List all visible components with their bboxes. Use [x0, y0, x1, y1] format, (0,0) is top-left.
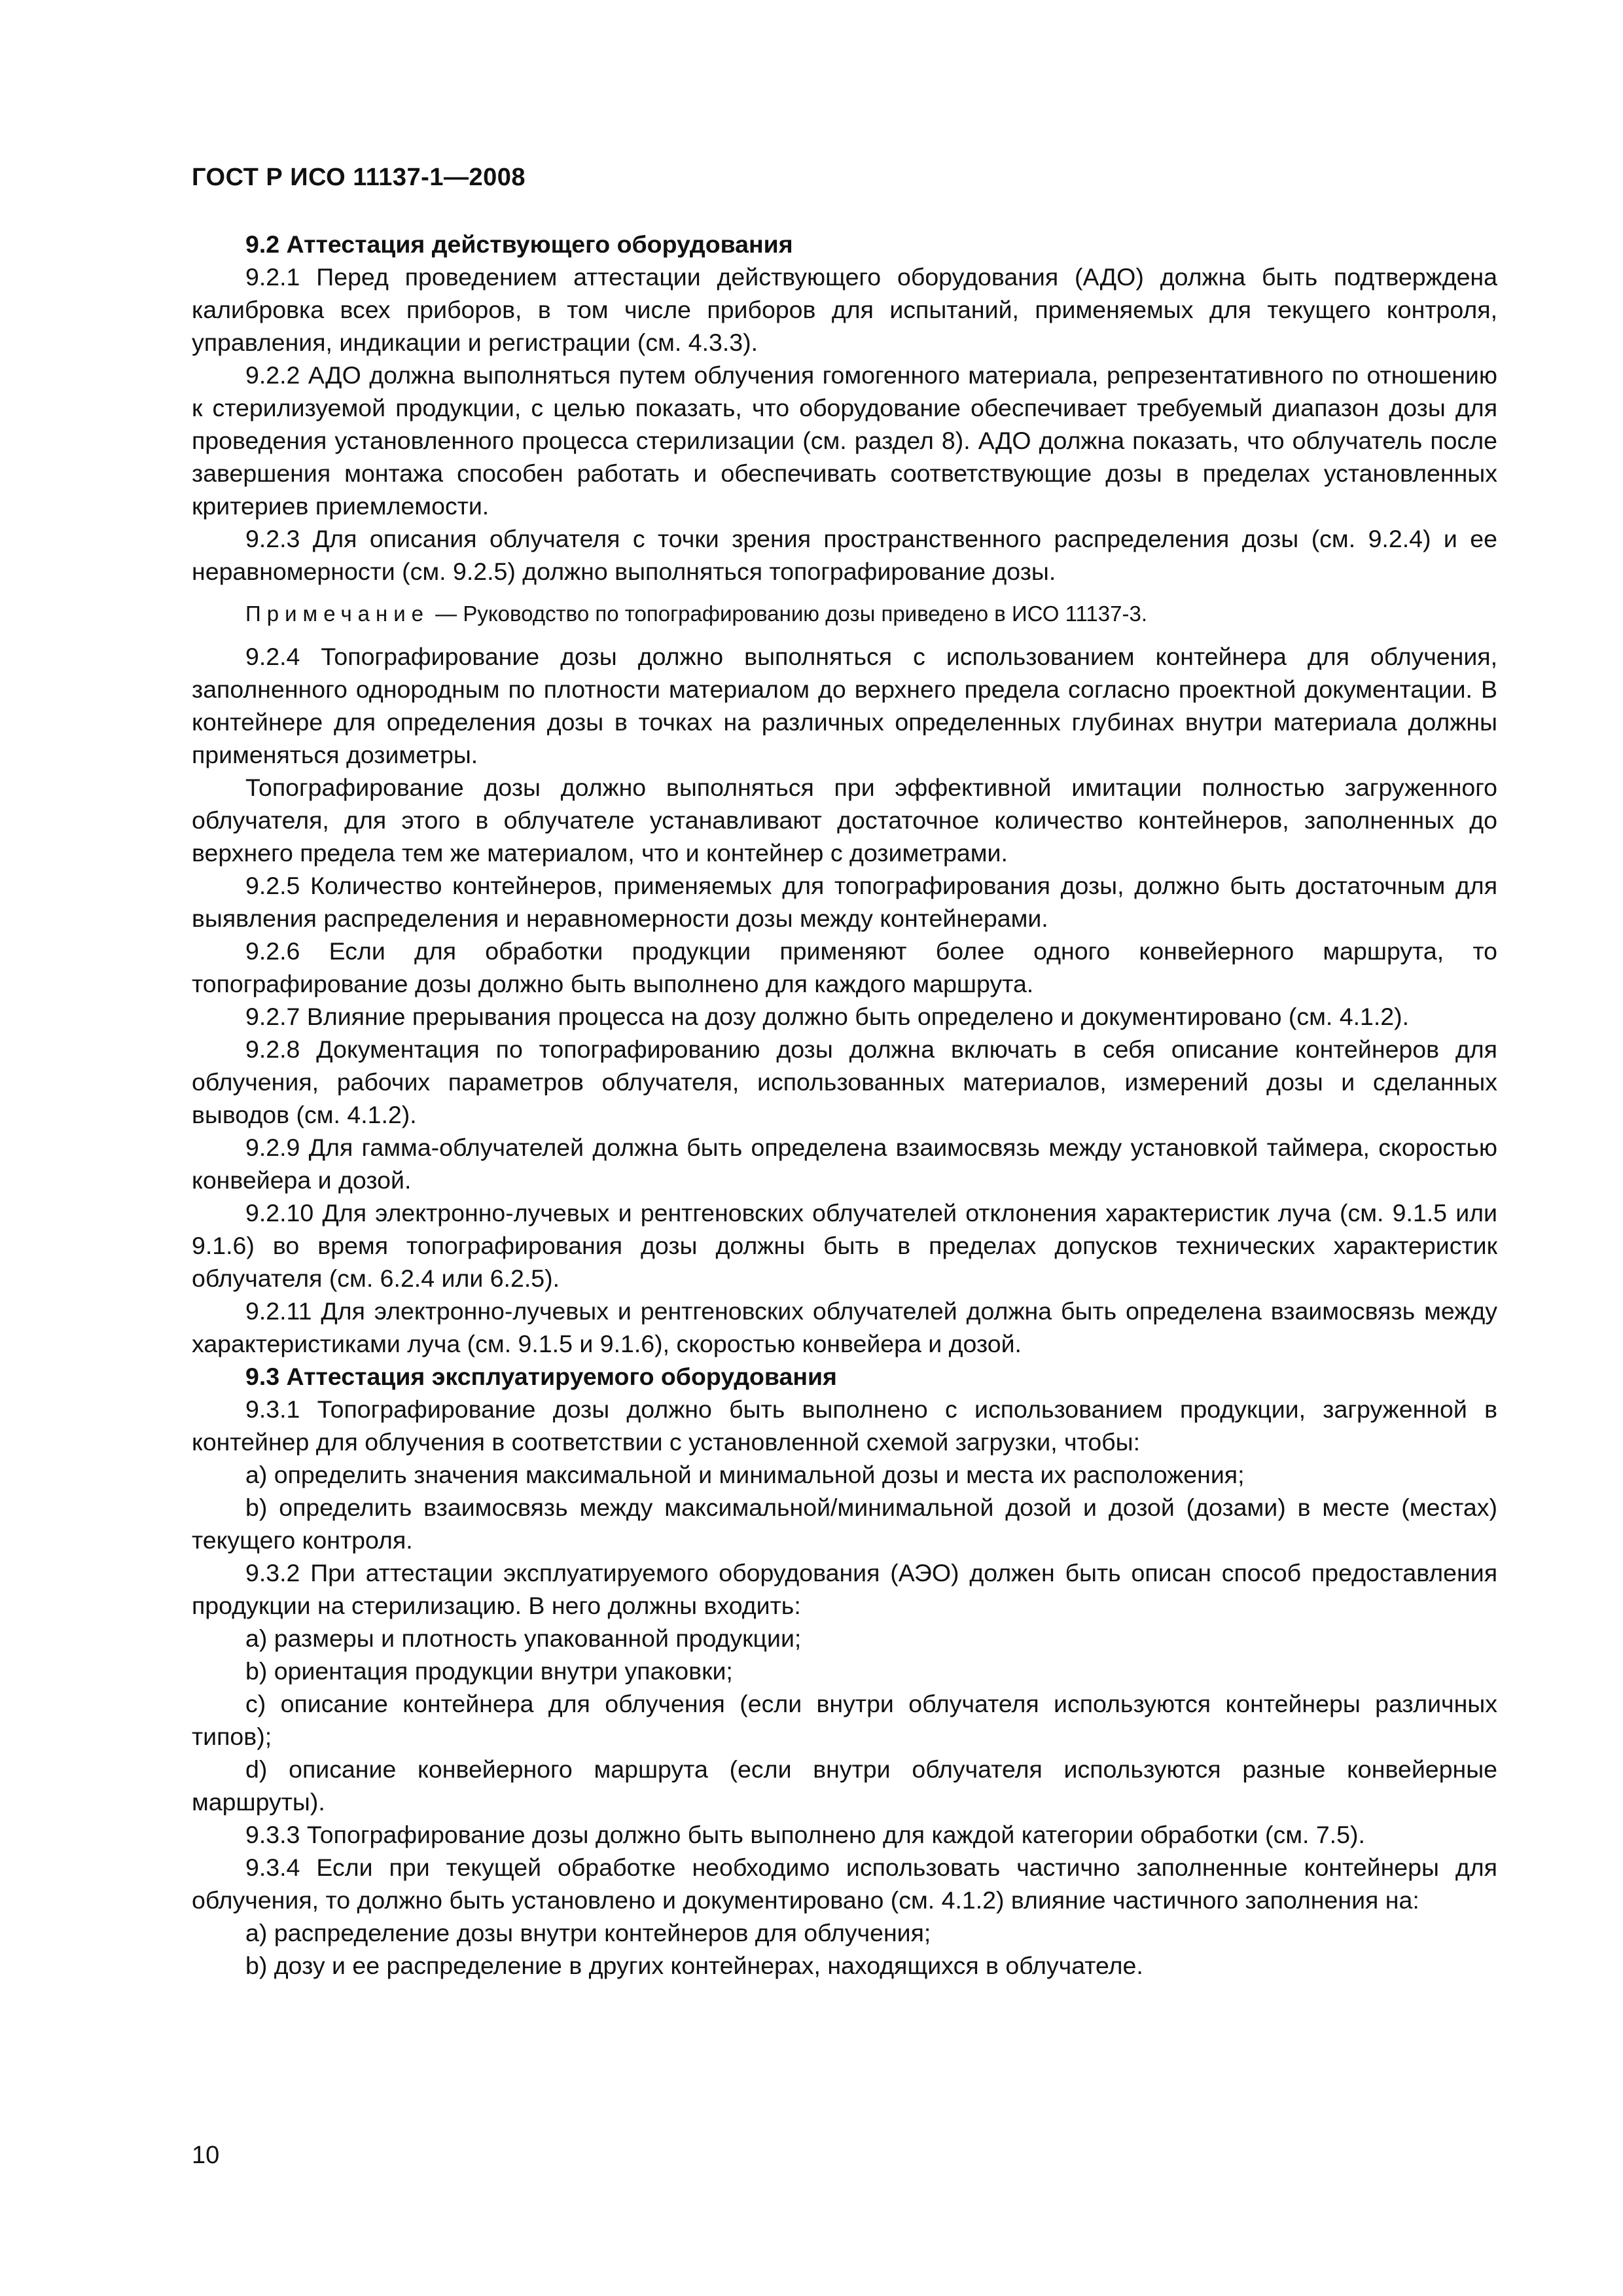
section-heading: 9.3 Аттестация эксплуатируемого оборудования [245, 1363, 837, 1390]
paragraph: 9.2.1 Перед проведением аттестации действующего оборудования (АДО) должна быть подтверждена калибровка всех приборов, в том числе приборов для испытаний, применяемых для текущего контроля, управления, индикации и регистрации (см. 4.3.3). [192, 263, 1497, 356]
paragraph: 9.2.8 Документация по топографированию дозы должна включать в себя описание контейнеров для облучения, рабочих параметров облучателя, использованных материалов, измерений дозы и сделанных выводов (см. 4.1.2). [192, 1035, 1497, 1128]
paragraph: 9.2.10 Для электронно-лучевых и рентгеновских облучателей отклонения характеристик луча (см. 9.1.5 или 9.1.6) во время топографирования дозы должны быть в пределах допусков технических характеристик облучателя (см. 6.2.4 или 6.2.5). [192, 1199, 1497, 1292]
note [192, 598, 1497, 630]
note-text: — Руководство по топографированию дозы приведено в ИСО 11137-3. [429, 601, 1147, 626]
paragraph: 9.2.9 Для гамма-облучателей должна быть определена взаимосвязь между установкой таймера, скоростью конвейера и дозой. [192, 1134, 1497, 1194]
paragraph: 9.3.1 Топографирование дозы должно быть выполнено с использованием продукции, загруженной в контейнер для облучения в соответствии с установленной схемой загрузки, чтобы: [192, 1395, 1497, 1456]
list-item: d) описание конвейерного маршрута (если внутри облучателя используются разные конвейерные маршруты). [192, 1755, 1497, 1816]
list-item: b) дозу и ее распределение в других контейнерах, находящихся в облучателе. [245, 1952, 1143, 1979]
list-item: a) размеры и плотность упакованной продукции; [245, 1624, 802, 1652]
paragraph: 9.3.2 При аттестации эксплуатируемого оборудования (АЭО) должен быть описан способ предоставления продукции на стерилизацию. В него должны входить: [192, 1559, 1497, 1619]
list-item: b) определить взаимосвязь между максимальной/минимальной дозой и дозой (дозами) в месте (местах) текущего контроля. [192, 1494, 1497, 1554]
list-item: a) распределение дозы внутри контейнеров для облучения; [245, 1919, 931, 1946]
paragraph: 9.2.3 Для описания облучателя с точки зрения пространственного распределения дозы (см. 9.2.4) и ее неравномерности (см. 9.2.5) должно выполняться топографирование дозы. [192, 525, 1497, 585]
paragraph: 9.3.3 Топографирование дозы должно быть выполнено для каждой категории обработки (см. 7.5). [245, 1821, 1365, 1848]
page-number: 10 [192, 2142, 220, 2169]
paragraph: 9.2.2 АДО должна выполняться путем облучения гомогенного материала, репрезентативного по отношению к стерилизуемой продукции, с целью показать, что оборудование обеспечивает требуемый диапазон дозы для проведения установленного процесса стерилизации (см. раздел 8). АДО должна показать, что облучатель после завершения монтажа способен работать и обеспечивать соответствующие дозы в пределах установленных критериев приемлемости. [192, 361, 1497, 520]
paragraph: 9.2.5 Количество контейнеров, применяемых для топографирования дозы, должно быть достаточным для выявления распределения и неравномерности дозы между контейнерами. [192, 872, 1497, 932]
section-heading: 9.2 Аттестация действующего оборудования [245, 230, 793, 258]
paragraph: Топографирование дозы должно выполняться при эффективной имитации полностью загруженного облучателя, для этого в облучателе устанавливают достаточное количество контейнеров, заполненных до верхнего предела тем же материалом, что и контейнер с дозиметрами. [192, 774, 1497, 867]
list-item: c) описание контейнера для облучения (если внутри облучателя используются контейнеры различных типов); [192, 1690, 1497, 1750]
paragraph: 9.2.7 Влияние прерывания процесса на дозу должно быть определено и документировано (см. 4.1.2). [245, 1003, 1410, 1030]
list-item: b) ориентация продукции внутри упаковки; [245, 1657, 733, 1685]
document-body [192, 228, 1497, 1982]
paragraph: 9.2.6 Если для обработки продукции применяют более одного конвейерного маршрута, то топографирование дозы должно быть выполнено для каждого маршрута. [192, 937, 1497, 997]
list-item: a) определить значения максимальной и минимальной дозы и места их расположения; [245, 1461, 1245, 1488]
document-header: ГОСТ Р ИСО 11137-1—2008 [192, 164, 526, 191]
paragraph: 9.3.4 Если при текущей обработке необходимо использовать частично заполненные контейнеры для облучения, то должно быть установлено и документировано (см. 4.1.2) влияние частичного заполнения на: [192, 1854, 1497, 1914]
paragraph: 9.2.4 Топографирование дозы должно выполняться с использованием контейнера для облучения, заполненного однородным по плотности материалом до верхнего предела согласно проектной документации. В контейнере для определения дозы в точках на различных определенных глубинах внутри материала должны применяться дозиметры. [192, 643, 1497, 768]
paragraph: 9.2.11 Для электронно-лучевых и рентгеновских облучателей должна быть определена взаимосвязь между характеристиками луча (см. 9.1.5 и 9.1.6), скоростью конвейера и дозой. [192, 1297, 1497, 1357]
note-label: Примечание [245, 601, 430, 626]
